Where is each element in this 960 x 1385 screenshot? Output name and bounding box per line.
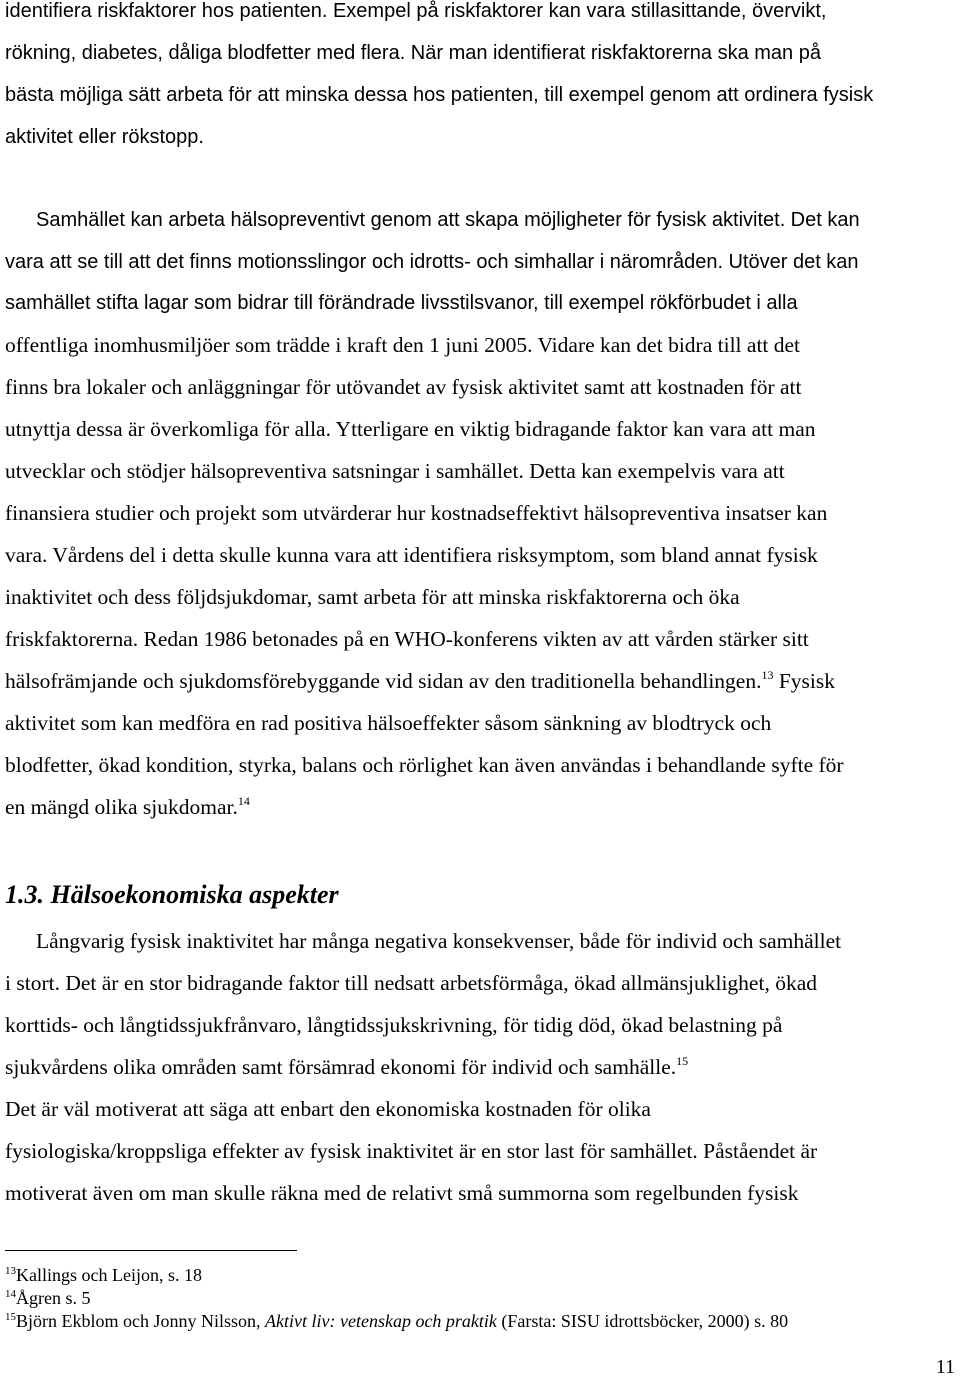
paragraph-3-line-3: korttids- och långtidssjukfrånvaro, långtidssjukskrivning, för tidig död, ökad belastning på [5,1013,783,1037]
footnote-15-text-a: Björn Ekblom och Jonny Nilsson, [16,1311,266,1331]
paragraph-2-line-2-end: Utöver det kan [728,251,859,273]
paragraph-2-line-2 [5,248,859,275]
paragraph-1-line-2: rökning, diabetes, dåliga blodfetter med flera. När man identifierat riskfaktorerna ska man på [5,42,821,64]
paragraph-2-line-9: vara. Vårdens del i detta skulle kunna vara att identifiera risksymptom, som bland annat fysisk [5,543,818,567]
paragraph-3-line-5: Det är väl motiverat att säga att enbart den ekonomiska kostnaden för olika [5,1097,651,1121]
paragraph-2-line-8: finansiera studier och projekt som utvärderar hur kostnadseffektivt hälsopreventiva insatser kan [5,501,828,525]
footnote-14-text: Ågren s. 5 [16,1288,91,1308]
paragraph-2-line-11: friskfaktorerna. Redan 1986 betonades på en WHO-konferens vikten av att vården stärker sitt [5,627,809,651]
footnote-ref-13[interactable]: 13 [761,668,774,682]
paragraph-1-line-1: identifiera riskfaktorer hos patienten. Exempel på riskfaktorer kan vara stillasittande, övervikt, [5,0,827,22]
footnote-divider [5,1250,297,1251]
paragraph-2-line-12-text: hälsofrämjande och sjukdomsförebyggande vid sidan av den traditionella behandlingen. [5,669,762,693]
paragraph-1-line-4: aktivitet eller rökstopp. [5,126,204,148]
paragraph-2-line-12 [5,668,835,694]
paragraph-2-line-1-sans: Samhället kan arbeta hälsopreventivt genom att skapa möjligheter för fysisk aktivitet. [36,209,786,231]
paragraph-2-line-6: utnyttja dessa är överkomliga för alla. Ytterligare en viktig bidragande faktor kan vara att man [5,417,816,441]
paragraph-2-line-15 [5,794,250,820]
paragraph-1-line-3: bästa möjliga sätt arbeta för att minska dessa hos patienten, till exempel genom att ordinera fysisk [5,84,874,106]
footnote-ref-14[interactable]: 14 [237,794,250,808]
paragraph-3-line-4-text: sjukvårdens olika områden samt försämrad ekonomi för individ och samhälle. [5,1055,677,1079]
footnote-15-number: 15 [5,1311,16,1323]
footnote-13 [5,1264,202,1286]
paragraph-2-line-14: blodfetter, ökad kondition, styrka, balans och rörlighet kan även användas i behandlande syfte för [5,753,844,777]
footnote-15 [5,1310,788,1332]
paragraph-2-line-2-sans: vara att se till att det finns motionsslingor och idrotts- och simhallar i närområden. [5,251,724,273]
footnote-ref-15[interactable]: 15 [676,1054,689,1068]
footnote-14 [5,1287,91,1309]
paragraph-2-line-5: finns bra lokaler och anläggningar för utövandet av fysisk aktivitet samt att kostnaden för att [5,375,802,399]
paragraph-2-line-7: utvecklar och stödjer hälsopreventiva satsningar i samhället. Detta kan exempelvis vara att [5,459,785,483]
paragraph-2-line-12-end: Fysisk [778,669,836,693]
footnote-14-number: 14 [5,1288,16,1300]
paragraph-2-line-1 [36,206,860,233]
paragraph-2-line-13: aktivitet som kan medföra en rad positiva hälsoeffekter såsom sänkning av blodtryck och [5,711,772,735]
paragraph-2-line-10: inaktivitet och dess följdsjukdomar, samt arbeta för att minska riskfaktorerna och öka [5,585,740,609]
footnote-15-text-b: (Farsta: SISU idrottsböcker, 2000) s. 80 [496,1311,789,1331]
paragraph-3-line-6: fysiologiska/kroppsliga effekter av fysisk inaktivitet är en stor last för samhället. Påståendet är [5,1139,818,1163]
paragraph-2-line-15-text: en mängd olika sjukdomar. [5,795,238,819]
section-heading: 1.3. Hälsoekonomiska aspekter [5,880,339,909]
paragraph-3-line-1: Långvarig fysisk inaktivitet har många negativa konsekvenser, både för individ och samhället [36,929,842,953]
paragraph-3-line-7: motiverat även om man skulle räkna med de relativt små summorna som regelbunden fysisk [5,1181,799,1205]
page-number: 11 [935,1356,955,1378]
paragraph-2-line-3: samhället stifta lagar som bidrar till förändrade livsstilsvanor, till exempel rökförbudet i alla [5,292,798,314]
paragraph-3-line-2: i stort. Det är en stor bidragande faktor till nedsatt arbetsförmåga, ökad allmänsjuklighet, ökad [5,971,817,995]
footnote-13-text: Kallings och Leijon, s. 18 [16,1265,202,1285]
paragraph-3-line-4 [5,1054,688,1080]
paragraph-2-line-1-end: Det kan [790,209,860,231]
footnote-13-number: 13 [5,1265,16,1277]
footnote-15-book-title: Aktivt liv: vetenskap och praktik [265,1311,497,1331]
paragraph-2-line-4: offentliga inomhusmiljöer som trädde i kraft den 1 juni 2005. Vidare kan det bidra till att det [5,333,801,357]
